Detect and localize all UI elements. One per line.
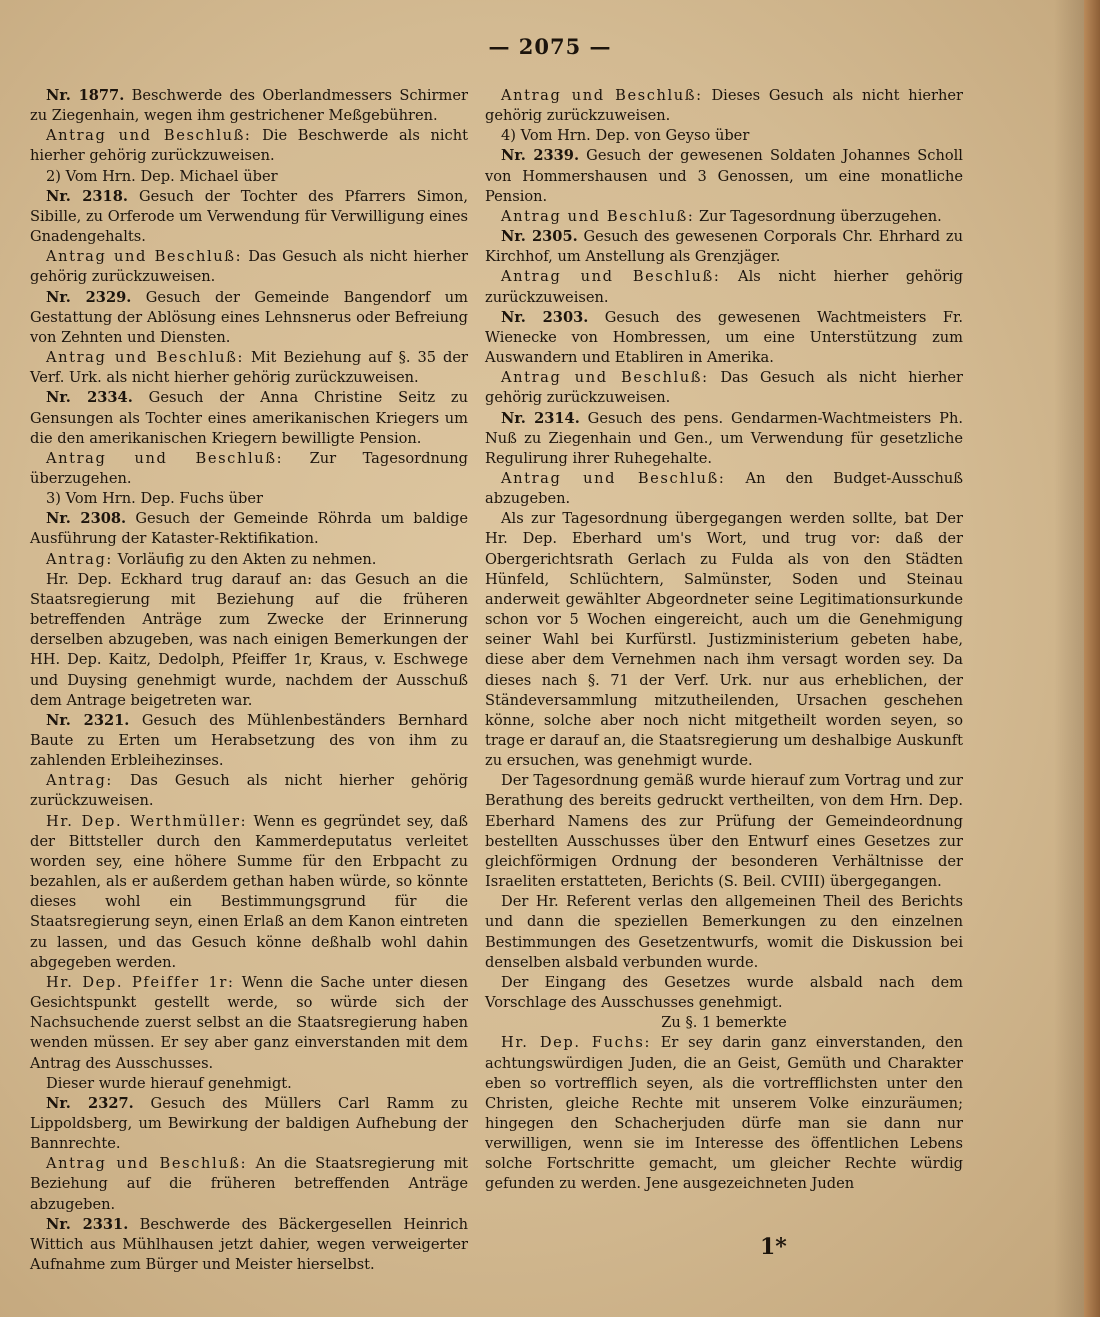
- page-number: — 2075 —: [488, 34, 612, 59]
- paragraph-text: Das Gesuch als nicht hierher gehörig zurückzuweisen.: [485, 369, 963, 407]
- paragraph-text: An die Staatsregierung mit Beziehung auf die früheren betreffenden Anträge abzugeben.: [30, 1155, 468, 1213]
- paragraph-text: Dieses Gesuch als nicht hierher gehörig zurückzuweisen.: [485, 87, 963, 125]
- paragraph-r10: [485, 469, 963, 509]
- paragraph-text: Der Tagesordnung gemäß wurde hierauf zum Vortrag und zur Berathung des bereits gedruckt vertheilten, von dem Hrn. Dep. Eberhard Namens des zur Prüfung der Gemeindeordnung bestellten Ausschusses über den Entwurf eines Gesetzes zur gleichförmigen Ordnung der besonderen Verhältnisse der Israeliten erstatteten, Berichts (S. Beil. CVIII) übergegangen.: [485, 772, 963, 891]
- paragraph-text: Zu §. 1 bemerkte: [661, 1014, 787, 1032]
- paragraph-l3: [30, 167, 468, 187]
- petition-number: Nr. 2314.: [501, 409, 580, 427]
- paragraph-l14: [30, 711, 468, 771]
- paragraph-r14: [485, 973, 963, 1013]
- petition-number: Nr. 2329.: [46, 288, 132, 306]
- speaker-label: Hr. Dep. Werthmüller:: [46, 812, 248, 830]
- speaker-label: Antrag und Beschluß:: [501, 469, 726, 487]
- paragraph-l9: [30, 449, 468, 489]
- paragraph-text: 3) Vom Hrn. Dep. Fuchs über: [46, 490, 263, 508]
- paragraph-l10: [30, 489, 468, 509]
- paragraph-text: Wenn es gegründet sey, daß der Bittsteller durch den Kammerdeputatus verleitet worden sey, eine höhere Summe für den Erbpacht zu bezahlen, als er außerdem gethan haben würde, so könnte dieses wohl ein Bestimmungsgrund für die Staatsregierung seyn, einen Erlaß an dem Kanon eintreten zu lassen, und das Gesuch könne deßhalb wohl dahin abgegeben werden.: [30, 812, 468, 971]
- speaker-label: Antrag und Beschluß:: [501, 268, 721, 286]
- paragraph-l11: [30, 509, 468, 549]
- paragraph-text: Gesuch der Anna Christine Seitz zu Gensungen als Tochter eines amerikanischen Kriegers um die den amerikanischen Kriegern bewilligte Pension.: [30, 389, 468, 447]
- paragraph-l16: [30, 812, 468, 973]
- paragraph-text: Gesuch des Müllers Carl Ramm zu Lippoldsberg, um Bewirkung der baldigen Aufhebung der Bannrechte.: [30, 1094, 468, 1153]
- petition-number: Nr. 2303.: [501, 308, 589, 326]
- petition-number: Nr. 2339.: [501, 147, 580, 165]
- paragraph-r8: [485, 368, 963, 408]
- paragraph-l2: [30, 126, 468, 166]
- speaker-label: Antrag und Beschluß:: [501, 207, 695, 225]
- paragraph-text: Gesuch des pens. Gendarmen-Wachtmeisters Ph. Nuß zu Ziegenhain und Gen., um Verwendung für gesetzliche Regulirung ihrer Ruhegehalte.: [485, 409, 963, 467]
- paragraph-l12: [30, 550, 468, 570]
- speaker-label: Antrag und Beschluß:: [46, 127, 252, 145]
- left-column: [30, 86, 468, 1275]
- paragraph-r13: [485, 892, 963, 973]
- paragraph-r11: [485, 509, 963, 771]
- paragraph-text: Der Hr. Referent verlas den allgemeinen Theil des Berichts und dann die speziellen Bemerkungen zu den einzelnen Bestimmungen des Gesetzentwurfs, womit die Diskussion bei denselben alsbald verbunden wurde.: [485, 893, 963, 971]
- petition-number: Nr. 2321.: [46, 711, 130, 729]
- petition-number: Nr. 2331.: [46, 1215, 129, 1233]
- paragraph-text: Als nicht hierher gehörig zurückzuweisen.: [485, 268, 963, 306]
- paragraph-text: Er sey darin ganz einverstanden, den achtungswürdigen Juden, die an Geist, Gemüth und Charakter eben so vortrefflich seyen, als die vortrefflichsten unter den Christen, gleiche Rechte mit unserem Volke einzuräumen; hingegen den Schacherjuden dürfe man sie dann nur verwilligen, wenn sie im Interesse des öffentlichen Lebens solche Fortschritte gemacht, um gleicher Rechte würdig gefunden zu werden. Jene ausgezeichneten Juden: [485, 1034, 963, 1193]
- paragraph-text: Vorläufig zu den Akten zu nehmen.: [112, 550, 377, 568]
- paragraph-text: 2) Vom Hrn. Dep. Michael über: [46, 167, 278, 185]
- paragraph-r3: [485, 146, 963, 206]
- paragraph-r12: [485, 771, 963, 892]
- paragraph-text: Dieser wurde hierauf genehmigt.: [46, 1074, 292, 1092]
- petition-number: Nr. 2318.: [46, 187, 128, 205]
- paragraph-r15: [485, 1013, 963, 1033]
- paragraph-r9: [485, 409, 963, 469]
- petition-number: Nr. 1877.: [46, 87, 125, 104]
- paragraph-l20: [30, 1154, 468, 1214]
- paragraph-text: Beschwerde des Oberlandmessers Schirmer zu Ziegenhain, wegen ihm gestrichener Meßgebühren.: [30, 87, 468, 125]
- book-edge: [1084, 0, 1100, 1317]
- speaker-label: Antrag und Beschluß:: [46, 1155, 248, 1173]
- paragraph-text: Gesuch der Gemeinde Bangendorf um Gestattung der Ablösung eines Lehnsnerus oder Befreiung von Zehnten und Diensten.: [30, 288, 468, 346]
- petition-number: Nr. 2308.: [46, 510, 127, 528]
- paragraph-r16: [485, 1033, 963, 1194]
- paragraph-text: Das Gesuch als nicht hierher gehörig zurückzuweisen.: [30, 248, 468, 286]
- paragraph-l17: [30, 973, 468, 1074]
- paragraph-l19: [30, 1094, 468, 1154]
- paragraph-r2: [485, 126, 963, 146]
- spine-shadow: [1054, 0, 1084, 1317]
- speaker-label: Antrag und Beschluß:: [46, 449, 284, 467]
- paragraph-l6: [30, 288, 468, 348]
- speaker-label: Antrag und Beschluß:: [46, 349, 244, 367]
- petition-number: Nr. 2334.: [46, 389, 133, 407]
- paragraph-text: An den Budget-Ausschuß abzugeben.: [485, 469, 963, 508]
- paragraph-l7: [30, 348, 468, 388]
- paragraph-text: Als zur Tagesordnung übergegangen werden sollte, bat Der Hr. Dep. Eberhard um's Wort, und trug vor: daß der Obergerichtsrath Gerlach zu Fulda als von den Städten Hünfeld, Schlüchtern, Salmünster, Soden und Steinau anderweit gewählter Abgeordneter seine Legitimationsurkunde schon vor 5 Wochen eingereicht, auch um die Genehmigung seiner Wahl bei Kurfürstl. Justizministerium gebeten habe, diese aber dem Vernehmen nach ihm versagt worden sey. Da dieses nach §. 71 der Verf. Urk. nur aus erheblichen, der Ständeversammlung mitzutheilenden, Ursachen geschehen könne, solche aber noch nicht mitgetheilt worden seyen, so trage er darauf an, die Staatsregierung um deshalbige Auskunft zu ersuchen, was genehmigt wurde.: [485, 510, 963, 770]
- paragraph-r6: [485, 267, 963, 307]
- paragraph-l5: [30, 247, 468, 287]
- paragraph-text: Der Eingang des Gesetzes wurde alsbald nach dem Vorschlage des Ausschusses genehmigt.: [485, 973, 963, 1012]
- paragraph-text: Hr. Dep. Eckhard trug darauf an: das Gesuch an die Staatsregierung mit Beziehung auf die früheren betreffenden Anträge zum Zwecke der Erinnerung derselben abzugeben, was nach einigen Bemerkungen der HH. Dep. Kaitz, Dedolph, Pfeiffer 1r, Kraus, v. Eschwege und Duysing genehmigt wurde, nachdem der Ausschuß dem Antrage beigetreten war.: [30, 570, 468, 709]
- speaker-label: Antrag und Beschluß:: [501, 87, 703, 104]
- paragraph-r7: [485, 308, 963, 368]
- speaker-label: Hr. Dep. Fuchs:: [501, 1034, 652, 1052]
- paragraph-text: Die Beschwerde als nicht hierher gehörig zurückzuweisen.: [30, 127, 468, 165]
- paragraph-text: Zur Tagesordnung überzugehen.: [30, 449, 468, 487]
- paragraph-text: Gesuch des gewesenen Wachtmeisters Fr. Wienecke von Hombressen, um eine Unterstützung zum Auswandern und Etabliren in Amerika.: [485, 308, 963, 367]
- paragraph-r1: [485, 86, 963, 126]
- paragraph-r5: [485, 227, 963, 267]
- paragraph-l4: [30, 187, 468, 247]
- paragraph-text: Gesuch der Gemeinde Röhrda um baldige Ausführung der Kataster-Rektifikation.: [30, 510, 468, 548]
- paragraph-text: Zur Tagesordnung überzugehen.: [694, 207, 942, 225]
- petition-number: Nr. 2327.: [46, 1094, 134, 1112]
- paragraph-r4: [485, 207, 963, 227]
- paragraph-text: Gesuch des gewesenen Corporals Chr. Ehrhard zu Kirchhof, um Anstellung als Grenzjäger.: [485, 228, 963, 266]
- paragraph-l1: [30, 86, 468, 126]
- paragraph-l15: [30, 771, 468, 811]
- right-column: [485, 86, 963, 1195]
- speaker-label: Antrag und Beschluß:: [46, 248, 243, 266]
- petition-number: Nr. 2305.: [501, 228, 578, 246]
- paragraph-text: Das Gesuch als nicht hierher gehörig zurückzuweisen.: [30, 772, 468, 810]
- paragraph-l8: [30, 388, 468, 448]
- paragraph-text: Gesuch des Mühlenbeständers Bernhard Baute zu Erten um Herabsetzung des von ihm zu zahlenden Erbleihezinses.: [30, 711, 468, 770]
- signature-mark: 1*: [760, 1234, 787, 1260]
- speaker-label: Antrag und Beschluß:: [501, 369, 709, 387]
- speaker-label: Antrag:: [46, 772, 113, 790]
- paragraph-text: Wenn die Sache unter diesen Gesichtspunkt gestellt werde, so würde sich der Nachsuchende zuerst selbst an die Staatsregierung haben wenden müssen. Er sey aber ganz einverstanden mit dem Antrag des Ausschusses.: [30, 973, 468, 1072]
- paragraph-l21: [30, 1215, 468, 1275]
- paragraph-text: Mit Beziehung auf §. 35 der Verf. Urk. als nicht hierher gehörig zurückzuweisen.: [30, 349, 468, 387]
- paragraph-l13: [30, 570, 468, 711]
- paragraph-text: Gesuch der Tochter des Pfarrers Simon, Sibille, zu Orferode um Verwendung für Verwilligung eines Gnadengehalts.: [30, 187, 468, 246]
- speaker-label: Hr. Dep. Pfeiffer 1r:: [46, 973, 235, 991]
- paragraph-l18: [30, 1074, 468, 1094]
- paragraph-text: Beschwerde des Bäckergesellen Heinrich Wittich aus Mühlhausen jetzt dahier, wegen verweigerter Aufnahme zum Bürger und Meister hierselbst.: [30, 1215, 468, 1274]
- speaker-label: Antrag:: [46, 550, 113, 568]
- paragraph-text: 4) Vom Hrn. Dep. von Geyso über: [501, 127, 750, 145]
- paragraph-text: Gesuch der gewesenen Soldaten Johannes Scholl von Hommershausen und 3 Genossen, um eine monatliche Pension.: [485, 147, 963, 205]
